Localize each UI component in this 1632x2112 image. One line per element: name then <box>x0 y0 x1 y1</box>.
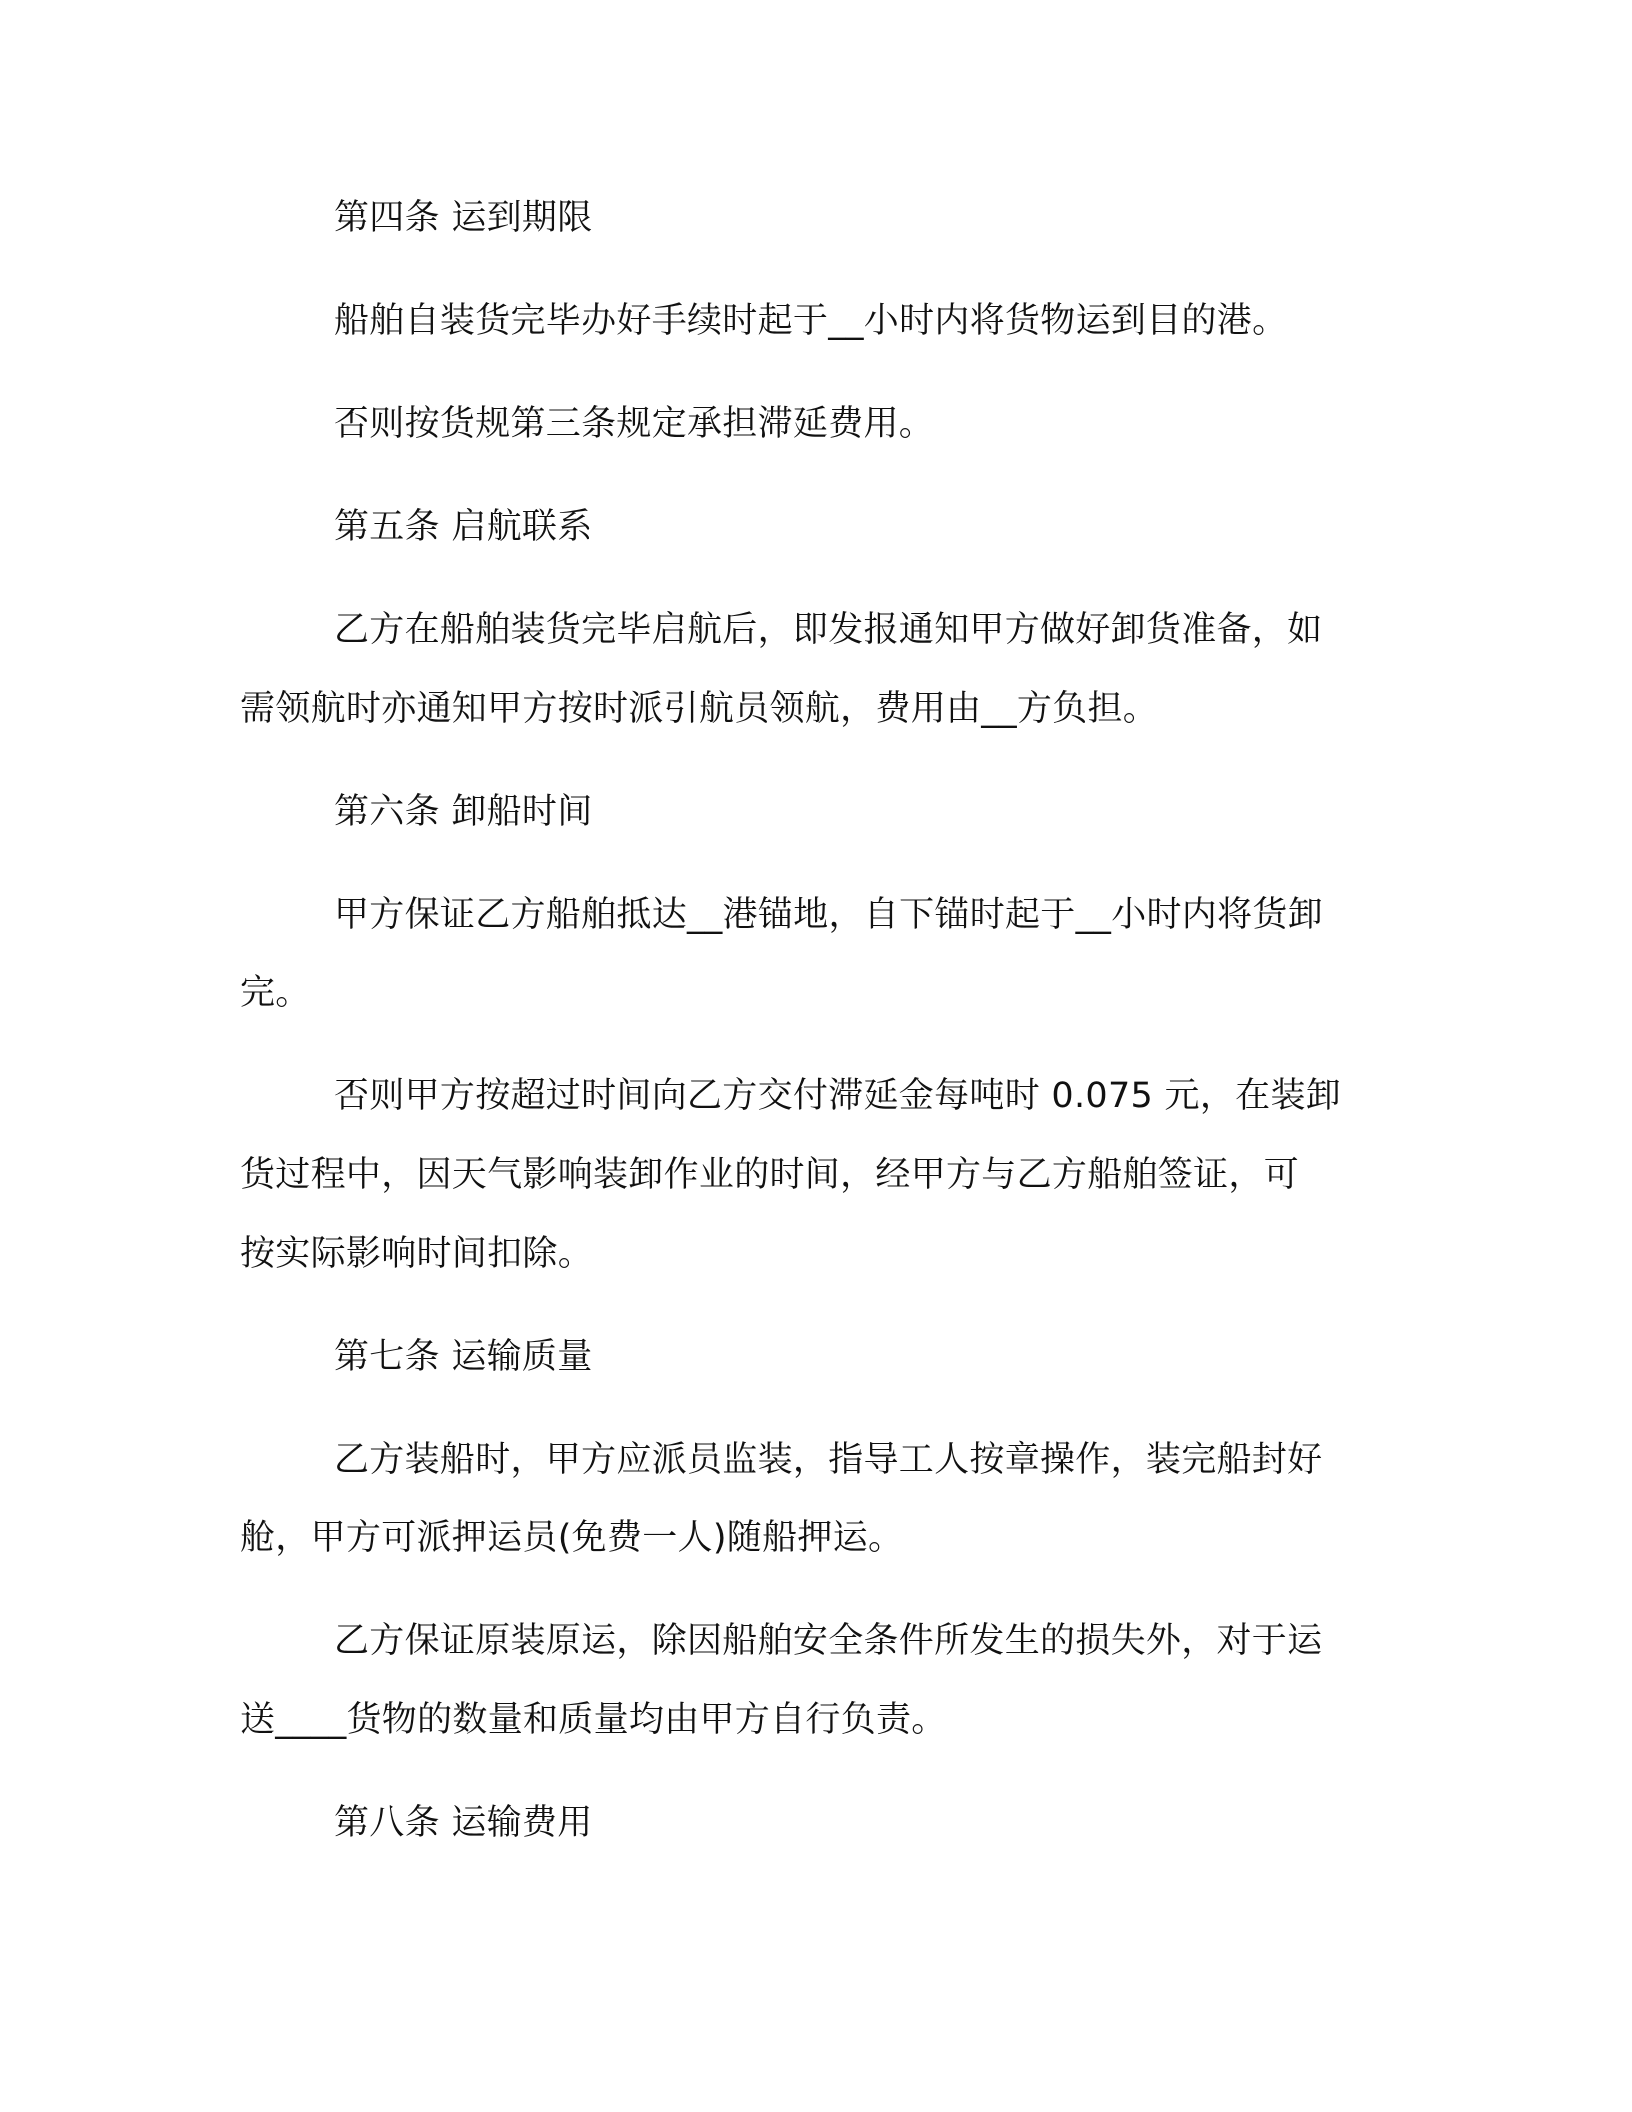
article-4-heading: 第四条 运到期限 <box>334 198 593 238</box>
article-6-paragraph-1-line-2: 完。 <box>240 973 311 1013</box>
article-6-paragraph-1-line-1: 甲方保证乙方船舶抵达__港锚地，自下锚时起于__小时内将货卸 <box>334 895 1324 935</box>
article-7-paragraph-1-line-2: 舱，甲方可派押运员(免费一人)随船押运。 <box>240 1518 904 1558</box>
article-7-paragraph-2-line-1: 乙方保证原装原运，除因船舶安全条件所发生的损失外，对于运 <box>334 1621 1323 1661</box>
article-4-paragraph-2: 否则按货规第三条规定承担滞延费用。 <box>334 404 935 444</box>
article-6-paragraph-2-line-2: 货过程中，因天气影响装卸作业的时间，经甲方与乙方船舶签证，可 <box>240 1155 1300 1195</box>
article-5-paragraph-line-1: 乙方在船舶装货完毕启航后，即发报通知甲方做好卸货准备，如 <box>334 610 1323 650</box>
article-6-paragraph-2-line-1: 否则甲方按超过时间向乙方交付滞延金每吨时 0.075 元，在装卸 <box>334 1076 1342 1116</box>
article-6-heading: 第六条 卸船时间 <box>334 792 593 832</box>
article-4-paragraph-1: 船舶自装货完毕办好手续时起于__小时内将货物运到目的港。 <box>334 301 1288 341</box>
article-5-paragraph-line-2: 需领航时亦通知甲方按时派引航员领航，费用由__方负担。 <box>240 689 1159 729</box>
article-7-paragraph-1-line-1: 乙方装船时，甲方应派员监装，指导工人按章操作，装完船封好 <box>334 1440 1323 1480</box>
article-7-heading: 第七条 运输质量 <box>334 1337 593 1377</box>
article-6-paragraph-2-line-3: 按实际影响时间扣除。 <box>240 1234 594 1274</box>
article-8-heading: 第八条 运输费用 <box>334 1803 593 1843</box>
article-5-heading: 第五条 启航联系 <box>334 507 593 547</box>
article-7-paragraph-2-line-2: 送____货物的数量和质量均由甲方自行负责。 <box>240 1700 947 1740</box>
